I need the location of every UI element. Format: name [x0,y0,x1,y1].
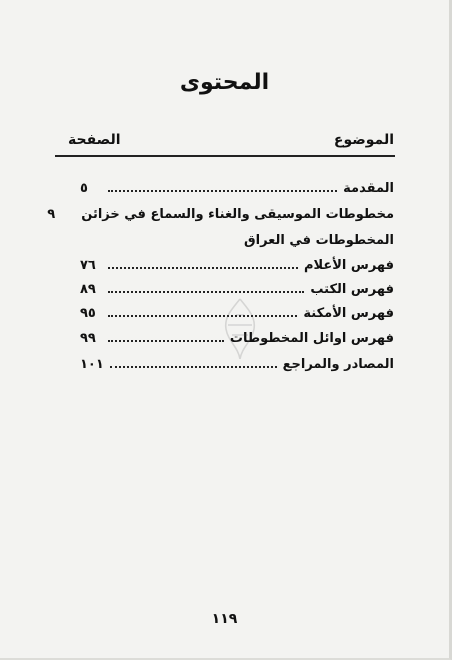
dot-leader [110,366,277,368]
toc-entry [80,253,394,273]
dot-leader [108,340,224,342]
topic-column-header: الموضوع [333,132,394,148]
toc-entry [80,176,394,196]
dot-leader [108,267,298,269]
dot-leader [108,190,337,192]
toc-entry [47,202,394,222]
page-number: ١١٩ [211,611,238,627]
page-column-header: الصفحة [68,132,121,148]
toc-entry-label: فهرس الكتب [310,282,394,297]
toc-entry-page: ١٠١ [80,357,104,372]
toc-entry [80,228,394,248]
toc-entry-label: فهرس اوائل المخطوطات [229,331,394,346]
toc-entry-label: المقدمة [343,181,394,196]
toc-entry-label: فهرس الأمكنة [303,306,394,321]
toc-entry-page: ٧٦ [80,258,96,273]
faint-calligraphy-watermark [210,295,270,363]
toc-entry-page: ٩ [47,207,56,222]
toc-entry-page: ٩٩ [80,331,96,346]
page-title: المحتوى [179,70,270,95]
toc-entry-label: مخطوطات الموسيقى والغناء والسماع في خزائن [81,207,394,222]
header-divider [55,155,395,157]
dot-leader [108,291,304,293]
toc-entry-page: ٥ [80,181,88,196]
toc-entry-page: ٩٥ [80,306,96,321]
toc-entry-page: ٨٩ [80,282,96,297]
toc-entry-label: المخطوطات في العراق [244,233,394,248]
toc-entry [80,277,394,297]
toc-entry-label: المصادر والمراجع [282,357,394,372]
toc-entry-label: فهرس الأعلام [303,258,394,273]
